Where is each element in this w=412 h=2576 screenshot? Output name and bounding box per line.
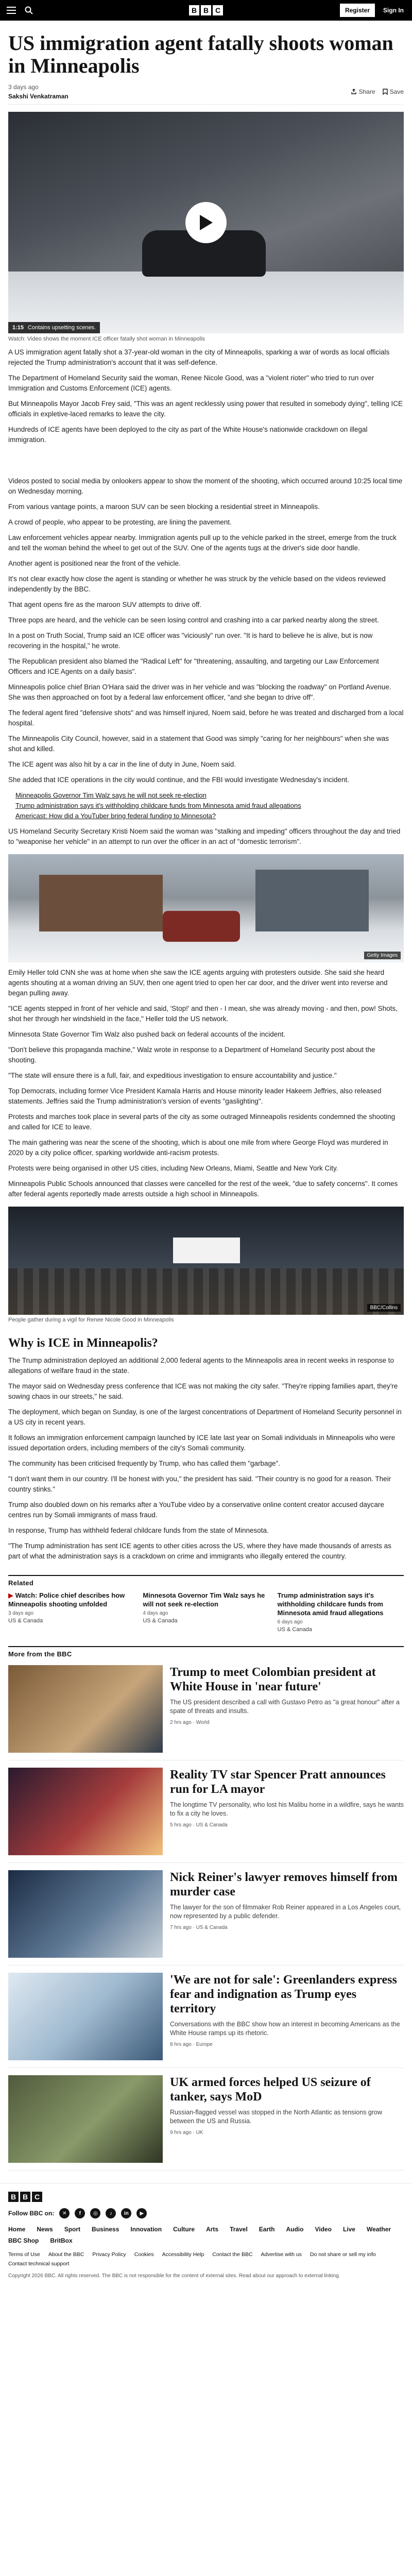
related-grid xyxy=(8,1591,404,1633)
image-crowd xyxy=(8,1268,404,1315)
footer-legal xyxy=(8,2251,404,2267)
footer-nav-item[interactable]: Business xyxy=(92,2226,119,2233)
story-title[interactable]: Trump to meet Colombian president at White House in 'near future' xyxy=(170,1666,376,1693)
footer-nav-item[interactable]: BritBox xyxy=(50,2237,73,2244)
legal-link[interactable]: Contact technical support xyxy=(8,2261,70,2267)
logo-letter: C xyxy=(32,2192,42,2202)
footer-nav xyxy=(8,2226,404,2244)
more-story[interactable] xyxy=(8,1768,404,1863)
story-thumbnail[interactable] xyxy=(8,1870,163,1958)
related-time: 3 days ago xyxy=(8,1611,33,1616)
related-section: US & Canada xyxy=(277,1626,312,1633)
paragraph: Minneapolis Public Schools announced that classes were cancelled for the rest of the week, "due to safety concerns". It comes after federal agents reportedly made arrests outside a high school in Minneapolis. xyxy=(8,1180,398,1198)
paragraph: But Minneapolis Mayor Jacob Frey said, "This was an agent recklessly using power that resulted in somebody dying", telling ICE officials in expletive-laced remarks to leave the city. xyxy=(8,400,403,418)
follow-bar xyxy=(8,2208,404,2218)
paragraph: The federal agent fired "defensive shots" and was himself injured, Noem said, before he was treated and discharged from a local hospital. xyxy=(8,709,404,727)
related-card[interactable] xyxy=(8,1591,134,1633)
story-summary: The lawyer for the son of filmmaker Rob Reiner appeared in a Los Angeles court, now represented by a public defender. xyxy=(170,1904,401,1920)
paragraph: Three pops are heard, and the vehicle can be seen losing control and crashing into a car parked nearby along the street. xyxy=(8,616,379,624)
story-title[interactable]: Reality TV star Spencer Pratt announces run for LA mayor xyxy=(170,1768,386,1796)
facebook-icon[interactable]: f xyxy=(75,2208,85,2218)
story-meta: 2 hrs ago · World xyxy=(170,1720,210,1725)
paragraph: "I don't want them in our country. I'll be honest with you," the president has said. "Their country is no good for a reason. Their country stinks." xyxy=(8,1475,391,1493)
paragraph: Another agent is positioned near the front of the vehicle. xyxy=(8,560,181,567)
footer-nav-item[interactable]: Weather xyxy=(366,2226,391,2233)
image-house xyxy=(255,870,369,931)
logo-letter: B xyxy=(20,2192,30,2202)
paragraph: The ICE agent was also hit by a car in the line of duty in June, Noem said. xyxy=(8,760,236,768)
related-title: Trump administration says it's withholding childcare funds from Minnesota amid fraud allegations xyxy=(277,1591,384,1617)
article-byline xyxy=(8,83,404,105)
paragraph: "Don't believe this propaganda machine," Walz wrote in response to a Department of Homeland Security post about the shooting. xyxy=(8,1046,375,1064)
story-meta: 7 hrs ago · US & Canada xyxy=(170,1925,228,1930)
menu-icon[interactable] xyxy=(5,4,18,16)
bbc-logo[interactable] xyxy=(189,5,223,15)
article-author: Sakshi Venkatraman xyxy=(8,93,68,100)
more-story[interactable] xyxy=(8,1870,404,1965)
paragraph: The main gathering was near the scene of the shooting, which is about one mile from where George Floyd was murdered in 2020 by a city police officer, sparking worldwide anti-racism protests. xyxy=(8,1139,388,1157)
paragraph: "The Trump administration has sent ICE agents to other cities across the US, where they have made thousands of arrests as part of what the administration says is a crackdown on crime and immigrants who illegally entered the country. xyxy=(8,1542,391,1560)
save-button[interactable] xyxy=(383,88,404,95)
paragraph: Emily Heller told CNN she was at home when she saw the ICE agents arguing with protesters outside. She said she heard agents shouting at a woman driving an SUV, then one agent tried to open her car door, and the driver went into reverse and began pulling away. xyxy=(8,969,388,997)
footer-nav-item[interactable]: Innovation xyxy=(130,2226,162,2233)
video-duration: 1:15 xyxy=(12,325,24,331)
article-headline: US immigration agent fatally shoots woman in Minneapolis xyxy=(8,31,393,77)
paragraph: "The state will ensure there is a full, fair, and expeditious investigation to ensure accountability and justice." xyxy=(8,1072,337,1079)
article-time: 3 days ago xyxy=(8,83,39,91)
related-link[interactable]: Trump administration says it's withholding childcare funds from Minnesota amid fraud allegations xyxy=(15,802,301,809)
save-label: Save xyxy=(389,88,404,95)
video-caption-bar xyxy=(8,322,100,333)
footer-nav-item[interactable]: Audio xyxy=(286,2226,304,2233)
footer-nav-item[interactable]: Culture xyxy=(173,2226,195,2233)
paragraph: The Minneapolis City Council, however, said in a statement that Good was simply "caring for her neighbours" when she was shot and killed. xyxy=(8,735,389,753)
bookmark-icon xyxy=(383,89,388,95)
image-caption: People gather during a vigil for Renee Nicole Good in Minneapolis xyxy=(8,1317,174,1323)
story-title[interactable]: UK armed forces helped US seizure of tanker, says MoD xyxy=(170,2076,371,2104)
image-credit: BBC/Collins xyxy=(367,1304,401,1312)
paragraph: In response, Trump has withheld federal childcare funds from the state of Minnesota. xyxy=(8,1527,269,1534)
story-title[interactable]: 'We are not for sale': Greenlanders express fear and indignation as Trump eyes territory xyxy=(170,1973,397,2015)
site-footer xyxy=(0,2183,412,2285)
more-section-title: More from the BBC xyxy=(8,1646,404,1658)
footer-nav-item[interactable]: News xyxy=(37,2226,53,2233)
story-title[interactable]: Nick Reiner's lawyer removes himself from murder case xyxy=(170,1871,398,1899)
share-icon xyxy=(351,89,357,95)
legal-link[interactable]: About the BBC xyxy=(48,2251,84,2258)
paragraph: Top Democrats, including former Vice President Kamala Harris and House minority leader Hakeem Jeffries, also released statements. Jeffries said the Trump administration's version of events "gaslighting". xyxy=(8,1087,382,1105)
more-story[interactable] xyxy=(8,1665,404,1760)
legal-link[interactable]: Accessibility Help xyxy=(162,2251,204,2258)
logo-letter: B xyxy=(8,2192,19,2202)
paragraph: "ICE agents stepped in front of her vehicle and said, 'Stop!' and then - I mean, she was already moving - and then, pow! Shots, shot her through her windshield in the face," Heller told the US network. xyxy=(8,1005,398,1023)
legal-link[interactable]: Privacy Policy xyxy=(92,2251,126,2258)
more-story[interactable] xyxy=(8,1973,404,2068)
tiktok-icon[interactable]: ♪ xyxy=(106,2208,116,2218)
register-button[interactable]: Register xyxy=(340,4,375,17)
paragraph: It's not clear exactly how close the agent is standing or whether he was struck by the vehicle based on the videos reviewed independently by the BBC. xyxy=(8,575,386,593)
paragraph: The Trump administration deployed an additional 2,000 federal agents to the Minneapolis area in recent weeks in response to allegations of welfare fraud in the state. xyxy=(8,1357,394,1375)
follow-label: Follow BBC on: xyxy=(8,2210,55,2217)
share-label: Share xyxy=(358,88,375,95)
paragraph: It follows an immigration enforcement campaign launched by ICE late last year on Somali individuals in Minneapolis who were issued deportation orders, including members of the city's Somali community. xyxy=(8,1434,396,1452)
story-thumbnail[interactable] xyxy=(8,1973,163,2060)
paragraph: Videos posted to social media by onlookers appear to show the moment of the shooting, which occurred around 10:25 local time on Wednesday morning. xyxy=(8,477,403,495)
paragraph: Minneapolis police chief Brian O'Hara said the driver was in her vehicle and was "blocking the roadway" on Portland Avenue. She was then approached on foot by a federal law enforcement officer, "and she began to drive off". xyxy=(8,683,391,701)
legal-link[interactable]: Advertise with us xyxy=(261,2251,302,2258)
image-suv xyxy=(163,911,240,942)
video-credit: Watch: Video shows the moment ICE officer fatally shot woman in Minneapolis xyxy=(8,336,205,342)
video-player[interactable] xyxy=(8,112,404,333)
play-icon xyxy=(199,214,213,231)
footer-nav-item[interactable]: Live xyxy=(342,2226,355,2233)
paragraph: A US immigration agent fatally shot a 37-year-old woman in the city of Minneapolis, sparking a war of words as local officials rejected the Trump administration's account that it was self-defence. xyxy=(8,348,390,366)
story-summary: Russian-flagged vessel was stopped in the North Atlantic as tensions grow between the US and Russia. xyxy=(170,2109,383,2125)
video-warning: Contains upsetting scenes. xyxy=(28,325,96,331)
legal-link[interactable]: Terms of Use xyxy=(8,2251,40,2258)
logo-letter: B xyxy=(201,5,211,15)
related-section-title: Related xyxy=(8,1575,404,1587)
legal-link[interactable]: Do not share or sell my info xyxy=(310,2251,376,2258)
article-image-vigil xyxy=(8,1207,404,1315)
footer-nav-item[interactable]: Earth xyxy=(259,2226,275,2233)
footer-nav-item[interactable]: Home xyxy=(8,2226,26,2233)
paragraph: The community has been criticised frequently by Trump, who has called them "garbage". xyxy=(8,1460,281,1467)
paragraph: The Republican president also blamed the "Radical Left" for "threatening, assaulting, and targeting our Law Enforcement Officers and ICE Agents on a daily basis". xyxy=(8,657,379,675)
logo-letter: C xyxy=(213,5,223,15)
related-title: Watch: Police chief describes how Minneapolis shooting unfolded xyxy=(8,1591,125,1608)
related-time: 4 days ago xyxy=(143,1611,168,1616)
image-house xyxy=(39,875,163,931)
image-credit: Getty Images xyxy=(364,952,401,959)
paragraph: A crowd of people, who appear to be protesting, are lining the pavement. xyxy=(8,518,232,526)
paragraph: From various vantage points, a maroon SUV can be seen blocking a residential street in Minneapolis. xyxy=(8,503,320,511)
paragraph: Law enforcement vehicles appear nearby. Immigration agents pull up to the vehicle parked in the street, emerge from the truck and tell the woman behind the wheel to get out of the SUV. One of the agents tugs at the driver's side door handle. xyxy=(8,534,397,552)
copyright: Copyright 2026 BBC. All rights reserved. The BBC is not responsible for the content of external sites. Read about our approach to external linking. xyxy=(8,2273,340,2279)
footer-nav-item[interactable]: Arts xyxy=(206,2226,219,2233)
footer-nav-item[interactable]: Sport xyxy=(64,2226,81,2233)
paragraph: That agent opens fire as the maroon SUV attempts to drive off. xyxy=(8,601,201,608)
footer-nav-item[interactable]: BBC Shop xyxy=(8,2237,39,2244)
article xyxy=(0,21,412,2171)
related-time: 6 days ago xyxy=(277,1619,303,1625)
story-meta: 5 hrs ago · US & Canada xyxy=(170,1822,228,1828)
story-meta: 9 hrs ago · UK xyxy=(170,2130,203,2136)
paragraph: Hundreds of ICE agents have been deployed to the city as part of the White House's nationwide crackdown on illegal immigration. xyxy=(8,426,368,444)
instagram-icon[interactable]: ◎ xyxy=(90,2208,100,2218)
story-summary: The longtime TV personality, who lost his Malibu home in a wildfire, says he wants to fix a city he loves. xyxy=(170,1801,404,1817)
more-story[interactable] xyxy=(8,2075,404,2171)
image-sign xyxy=(173,1238,240,1263)
story-meta: 8 hrs ago · Europe xyxy=(170,2042,213,2047)
story-thumbnail[interactable] xyxy=(8,1768,163,1855)
story-thumbnail[interactable] xyxy=(8,2075,163,2163)
paragraph: Protests were being organised in other US cities, including New Orleans, Miami, Seattle and New York City. xyxy=(8,1164,338,1172)
search-icon[interactable] xyxy=(23,4,35,16)
paragraph: The mayor said on Wednesday press conference that ICE was not making the city safer. "They're ripping families apart, they're sowing chaos in our streets," he said. xyxy=(8,1382,398,1400)
story-summary: The US president described a call with Gustavo Petro as "a great honour" after a spate of threats and insults. xyxy=(170,1699,400,1715)
story-summary: Conversations with the BBC show how an interest in becoming Americans as the White House ramps up its rhetoric. xyxy=(170,2021,400,2037)
related-title: Minnesota Governor Tim Walz says he will not seek re-election xyxy=(143,1591,265,1608)
footer-nav-item[interactable]: Travel xyxy=(230,2226,248,2233)
legal-link[interactable]: Cookies xyxy=(134,2251,154,2258)
paragraph: The Department of Homeland Security said the woman, Renee Nicole Good, was a "violent rioter" who tried to run over Immigration and Customs Enforcement (ICE) agents. xyxy=(8,374,374,392)
logo-letter: B xyxy=(189,5,199,15)
footer-nav-item[interactable]: Video xyxy=(315,2226,332,2233)
article-subheading: Why is ICE in Minneapolis? xyxy=(8,1336,158,1350)
paragraph: US Homeland Security Secretary Kristi Noem said the woman was "stalking and impeding" officers throughout the day and tried to "weaponise her vehicle" in an attempt to run over the officer in an act of "domestic terrorism". xyxy=(8,827,401,845)
paragraph: Trump also doubled down on his remarks after a YouTube video by a conservative online content creator accused daycare centres run by Somali immigrants of mass fraud. xyxy=(8,1501,384,1519)
related-card[interactable] xyxy=(143,1591,269,1633)
share-button[interactable] xyxy=(351,88,375,95)
paragraph: Minnesota State Governor Tim Walz also pushed back on federal accounts of the incident. xyxy=(8,1030,286,1038)
play-icon: ▶ xyxy=(8,1591,15,1599)
paragraph: The deployment, which began on Sunday, is one of the largest concentrations of Department of Homeland Security personnel in a US city in recent years. xyxy=(8,1408,402,1426)
legal-link[interactable]: Contact the BBC xyxy=(212,2251,253,2258)
related-link[interactable]: Minneapolis Governor Tim Walz says he will not seek re-election xyxy=(15,791,207,799)
linkedin-icon[interactable]: in xyxy=(121,2208,131,2218)
related-link[interactable]: Americast: How did a YouTuber bring federal funding to Minnesota? xyxy=(15,812,216,820)
site-header xyxy=(0,0,412,21)
x-icon[interactable]: ✕ xyxy=(59,2208,70,2218)
paragraph: In a post on Truth Social, Trump said an ICE officer was "viciously" run over. "It is hard to believe he is alive, but is now recovering in the hospital," he wrote. xyxy=(8,632,373,650)
footer-bbc-logo[interactable] xyxy=(8,2192,404,2202)
related-section: US & Canada xyxy=(143,1618,178,1624)
paragraph: Protests and marches took place in several parts of the city as some outraged Minneapolis residents condemned the shooting and called for ICE to leave. xyxy=(8,1113,396,1131)
signin-button[interactable]: Sign In xyxy=(383,7,404,14)
paragraph: She added that ICE operations in the city would continue, and the FBI would investigate Wednesday's incident. xyxy=(8,776,349,784)
story-thumbnail[interactable] xyxy=(8,1665,163,1753)
youtube-icon[interactable]: ▶ xyxy=(136,2208,147,2218)
play-button[interactable] xyxy=(185,202,227,243)
article-actions xyxy=(351,88,404,95)
article-image-scene xyxy=(8,854,404,962)
related-card[interactable] xyxy=(278,1591,404,1633)
inline-related-links xyxy=(15,790,404,821)
related-section: US & Canada xyxy=(8,1618,43,1624)
